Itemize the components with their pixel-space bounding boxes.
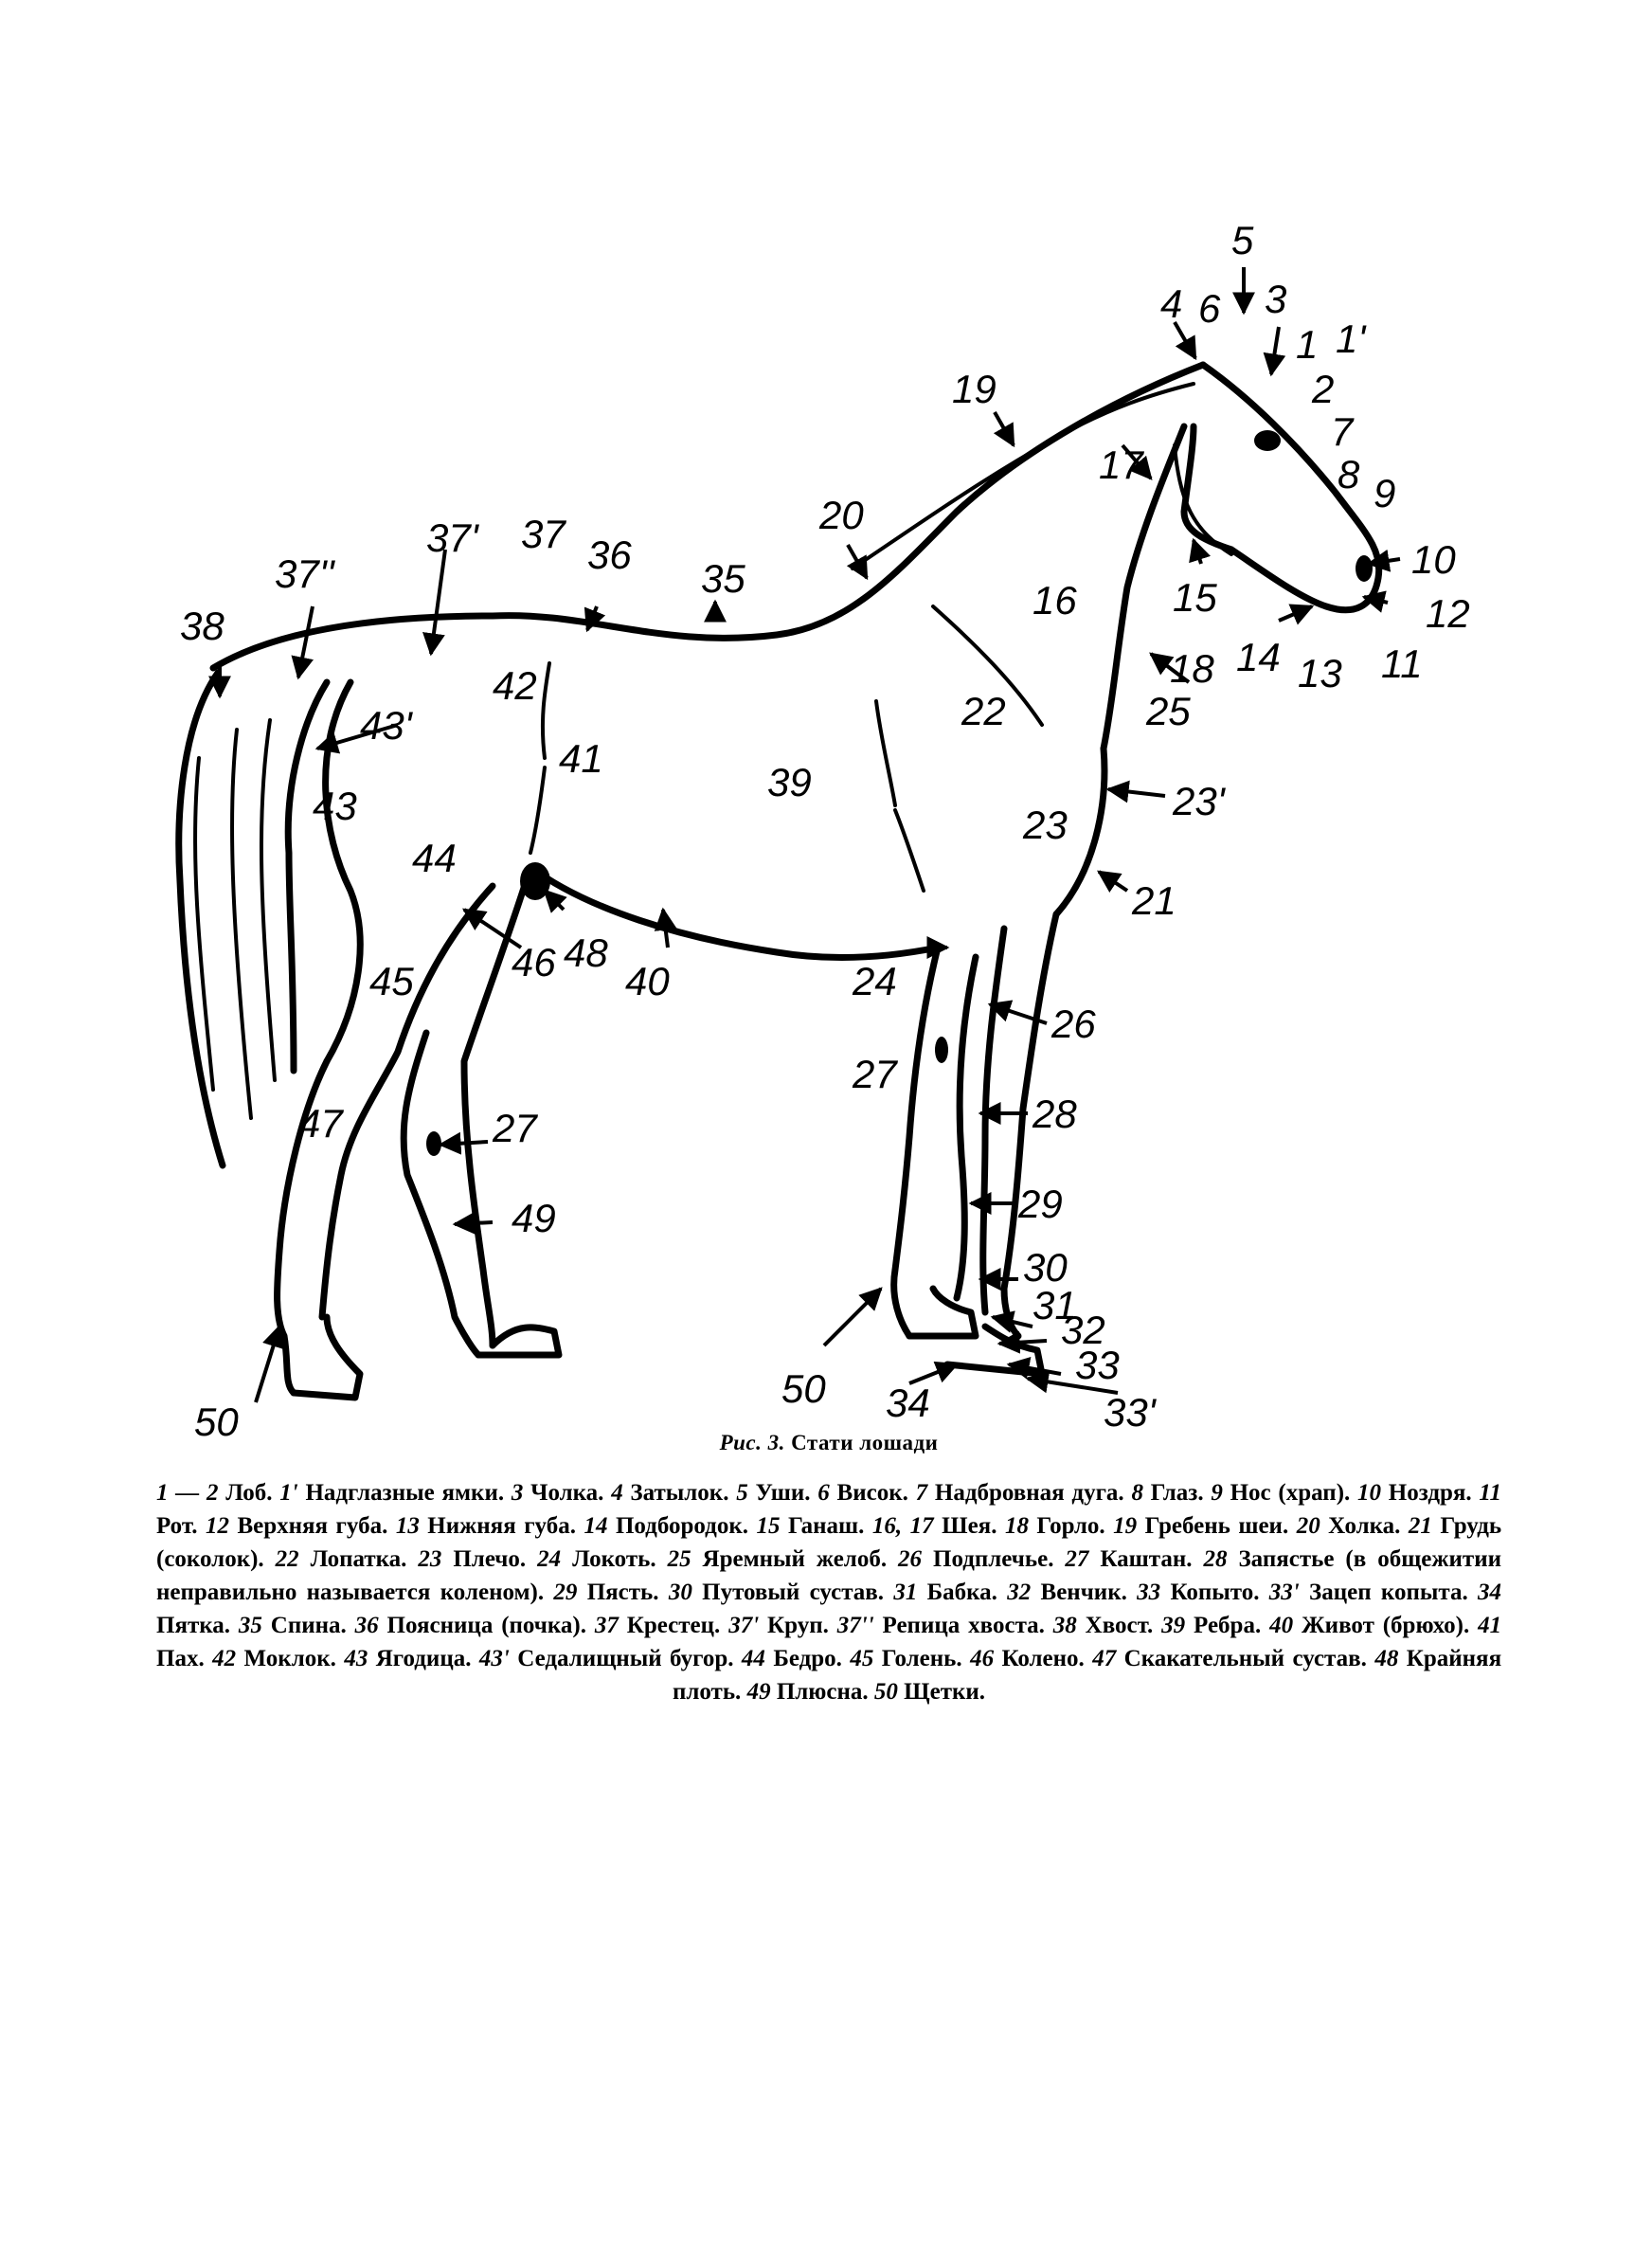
callout-12: 12 (1426, 591, 1470, 636)
legend-number: 43 (344, 1646, 368, 1671)
callout-3: 3 (1265, 277, 1287, 321)
legend-entry (1005, 1513, 1105, 1539)
legend-label: Моклок. (236, 1646, 336, 1671)
legend-label: Затылок. (622, 1480, 729, 1506)
legend-entry (1269, 1580, 1468, 1605)
legend-entry (479, 1646, 734, 1671)
legend-number: 15 (756, 1513, 781, 1539)
legend-number: 20 (1296, 1513, 1320, 1539)
callout-19: 19 (952, 367, 997, 411)
legend-number: 41 (1478, 1613, 1502, 1638)
legend-label: Зацеп копыта. (1299, 1580, 1468, 1605)
figure-caption-block (156, 1431, 1501, 1708)
legend-entry (1269, 1613, 1469, 1638)
legend-label: Подбородок. (607, 1513, 748, 1539)
legend-number: 31 (893, 1580, 918, 1605)
legend-entry (396, 1513, 576, 1539)
legend-label: Верхняя губа. (228, 1513, 388, 1539)
legend-label: Грудь (соколок). (156, 1513, 1502, 1572)
callout-5: 5 (1231, 218, 1254, 262)
callout-23: 23 (1023, 803, 1068, 847)
callout-2: 2 (1312, 367, 1335, 411)
legend-number: 34 (1478, 1580, 1502, 1605)
callout-11: 11 (1381, 641, 1423, 686)
callout-50-front: 50 (781, 1366, 826, 1411)
legend-number: 44 (741, 1646, 765, 1671)
legend-entry (1297, 1513, 1401, 1539)
legend-number: 30 (668, 1580, 692, 1605)
callout-47: 47 (298, 1101, 343, 1146)
callout-22: 22 (961, 689, 1006, 733)
legend-number: 39 (1161, 1613, 1186, 1638)
legend-entry (1357, 1480, 1472, 1506)
callout-4: 4 (1160, 281, 1183, 326)
legend-number: 23 (418, 1546, 442, 1572)
tail-inner (288, 682, 327, 1071)
legend-entry (512, 1480, 604, 1506)
legend-label: Каштан. (1088, 1546, 1193, 1572)
legend-entry (156, 1480, 273, 1506)
legend-entry (736, 1480, 810, 1506)
legend-entry (872, 1513, 997, 1539)
callout-16: 16 (1032, 578, 1077, 623)
legend-number: 47 (1092, 1646, 1117, 1671)
callout-41: 41 (559, 736, 603, 781)
callout-27-front: 27 (853, 1052, 897, 1096)
callout-43prime: 43' (360, 703, 412, 748)
legend-label: Пясть. (577, 1580, 659, 1605)
legend-label: Ноздря. (1381, 1480, 1472, 1506)
legend-label: Седалищный бугор. (509, 1646, 734, 1671)
legend-label: Репица хвоста. (873, 1613, 1045, 1638)
legend-entry (893, 1580, 997, 1605)
legend-number: 13 (395, 1513, 420, 1539)
legend-number: 38 (1052, 1613, 1077, 1638)
legend-number: 50 (873, 1679, 898, 1705)
legend-entry (874, 1679, 985, 1705)
legend-label: Живот (брюхо). (1293, 1613, 1470, 1638)
callout-48: 48 (564, 930, 608, 975)
legend-label: Холка. (1320, 1513, 1401, 1539)
callout-38: 38 (180, 604, 224, 648)
legend-label: Гребень шеи. (1137, 1513, 1289, 1539)
legend-label: Щетки. (897, 1679, 986, 1705)
callout-40: 40 (625, 959, 670, 1003)
callout-31: 31 (1032, 1283, 1077, 1327)
legend-number: 27 (1065, 1546, 1089, 1572)
callout-26: 26 (1051, 1002, 1096, 1046)
nostril-mark (1356, 555, 1373, 582)
callout-36: 36 (587, 533, 632, 577)
legend-number: 6 (817, 1480, 830, 1506)
front-leg-right-back (983, 929, 1004, 1312)
legend-number: 4 (611, 1480, 623, 1506)
callout-46: 46 (512, 940, 556, 984)
legend-label: Голень. (873, 1646, 962, 1671)
legend-entry (1131, 1480, 1203, 1506)
legend-entry (850, 1646, 961, 1671)
front-leg-left-front (957, 957, 976, 1298)
legend-number: 8 (1131, 1480, 1143, 1506)
legend-entry (279, 1480, 504, 1506)
legend-label: Висок. (829, 1480, 908, 1506)
callout-27-hind: 27 (493, 1106, 537, 1150)
callout-18: 18 (1170, 646, 1214, 691)
legend-number: 43' (478, 1646, 510, 1671)
legend-entry (1137, 1580, 1259, 1605)
legend-text (156, 1476, 1501, 1708)
horse-outline (179, 365, 1379, 1398)
callout-34: 34 (886, 1381, 930, 1425)
callout-33prime: 33' (1104, 1390, 1156, 1435)
legend-label: Лопатка. (298, 1546, 407, 1572)
callout-17: 17 (1099, 442, 1143, 487)
legend-entry (553, 1580, 658, 1605)
callout-44: 44 (412, 836, 457, 880)
legend-label: Венчик. (1031, 1580, 1127, 1605)
callout-50-hind: 50 (194, 1399, 239, 1444)
callout-8: 8 (1338, 452, 1360, 497)
legend-label: Чолка. (523, 1480, 604, 1506)
callout-6: 6 (1198, 286, 1221, 331)
legend-number: 18 (1004, 1513, 1029, 1539)
legend-number: 9 (1211, 1480, 1223, 1506)
callout-35: 35 (701, 556, 745, 601)
legend-number: 24 (537, 1546, 562, 1572)
legend-number: 5 (736, 1480, 748, 1506)
legend-entry (747, 1679, 869, 1705)
callout-15: 15 (1173, 575, 1217, 620)
callout-37prime: 37' (426, 515, 478, 560)
figure-title: Стати лошади (791, 1431, 939, 1454)
legend-label: Колено. (994, 1646, 1085, 1671)
front-leg-left-back (894, 948, 938, 1336)
callout-labels (180, 218, 1470, 1444)
callout-33: 33 (1075, 1343, 1120, 1387)
legend-label: Уши. (747, 1480, 811, 1506)
legend-entry (1007, 1580, 1127, 1605)
legend-label: Плечо. (441, 1546, 527, 1572)
legend-number: 1 — 2 (156, 1480, 219, 1506)
legend-number: 16, 17 (871, 1513, 934, 1539)
legend-entry (276, 1546, 407, 1572)
legend-label: Ганаш. (780, 1513, 865, 1539)
legend-entry (756, 1513, 864, 1539)
legend-number: 25 (667, 1546, 691, 1572)
callout-1prime: 1' (1336, 316, 1366, 361)
legend-number: 29 (553, 1580, 578, 1605)
legend-number: 28 (1203, 1546, 1228, 1572)
callout-14: 14 (1236, 635, 1281, 679)
legend-number: 22 (275, 1546, 299, 1572)
callout-28: 28 (1032, 1092, 1077, 1136)
callout-49: 49 (512, 1196, 556, 1240)
legend-number: 45 (850, 1646, 874, 1671)
legend-number: 35 (238, 1613, 262, 1638)
callout-45: 45 (369, 959, 414, 1003)
legend-entry (728, 1613, 829, 1638)
legend-number: 10 (1357, 1480, 1382, 1506)
legend-label: Путовый сустав. (691, 1580, 885, 1605)
legend-number: 37' (728, 1613, 760, 1638)
legend-number: 36 (354, 1613, 379, 1638)
eye-mark (1254, 430, 1281, 451)
legend-entry (1092, 1646, 1367, 1671)
figure-caption (156, 1431, 1501, 1455)
legend-entry (355, 1613, 586, 1638)
legend-label: Хвост. (1076, 1613, 1154, 1638)
legend-entry (1065, 1546, 1192, 1572)
legend-label: Бедро. (764, 1646, 842, 1671)
legend-number: 33' (1268, 1580, 1300, 1605)
callout-25: 25 (1146, 689, 1191, 733)
callout-arrows (220, 267, 1400, 1402)
callout-7: 7 (1331, 409, 1354, 454)
legend-label: Крайняя плоть. (672, 1646, 1502, 1705)
chestnut-front-mark (935, 1037, 948, 1063)
legend-number: 21 (1408, 1513, 1432, 1539)
legend-number: 7 (915, 1480, 928, 1506)
legend-entry (344, 1646, 471, 1671)
legend-entry (595, 1613, 720, 1638)
legend-label: Запястье (в общежитии неправильно называется коленом). (156, 1546, 1502, 1605)
legend-number: 40 (1269, 1613, 1294, 1638)
legend-entry (584, 1513, 748, 1539)
legend-label: Пятка. (156, 1613, 231, 1638)
callout-13: 13 (1298, 651, 1342, 695)
legend-label: Скакательный сустав. (1116, 1646, 1367, 1671)
legend-label: Нижняя губа. (419, 1513, 576, 1539)
legend-entry (1211, 1480, 1350, 1506)
callout-43: 43 (313, 784, 357, 828)
legend-label: Шея. (933, 1513, 997, 1539)
legend-entry (418, 1546, 526, 1572)
legend-label: Ребра. (1185, 1613, 1262, 1638)
tail-outline (179, 673, 223, 1165)
callout-1: 1 (1296, 322, 1319, 367)
legend-label: Бабка. (917, 1580, 997, 1605)
legend-label: Яремный желоб. (691, 1546, 888, 1572)
legend-number: 3 (511, 1480, 524, 1506)
legend-entry (916, 1480, 1124, 1506)
legend-label: Круп. (759, 1613, 829, 1638)
callout-32: 32 (1061, 1308, 1105, 1352)
legend-number: 14 (584, 1513, 608, 1539)
legend-label: Нос (храп). (1222, 1480, 1351, 1506)
legend-entry (817, 1480, 908, 1506)
rib-line (876, 701, 895, 805)
legend-label: Локоть. (561, 1546, 656, 1572)
callout-9: 9 (1374, 471, 1396, 515)
legend-number: 26 (898, 1546, 923, 1572)
callout-20: 20 (819, 493, 864, 537)
legend-number: 46 (970, 1646, 995, 1671)
legend-label: Горло. (1028, 1513, 1105, 1539)
callout-29: 29 (1018, 1182, 1063, 1226)
legend-label: Подплечье. (922, 1546, 1054, 1572)
legend-label: Поясница (почка). (378, 1613, 586, 1638)
legend-entry (1161, 1613, 1261, 1638)
legend-label: Спина. (261, 1613, 347, 1638)
legend-label: Ягодица. (368, 1646, 472, 1671)
callout-23prime: 23' (1173, 779, 1225, 823)
legend-entry (239, 1613, 347, 1638)
legend-entry (537, 1546, 655, 1572)
legend-label: Рот. (156, 1513, 198, 1539)
legend-number: 33 (1137, 1580, 1161, 1605)
legend-entry (1113, 1513, 1288, 1539)
legend-label: Лоб. (218, 1480, 273, 1506)
legend-entry (970, 1646, 1085, 1671)
legend-entry (611, 1480, 728, 1506)
legend-label: Плюсна. (770, 1679, 869, 1705)
legend-entry (668, 1546, 888, 1572)
legend-entry (206, 1513, 387, 1539)
callout-10: 10 (1411, 537, 1456, 582)
legend-entry (898, 1546, 1053, 1572)
callout-42: 42 (493, 663, 537, 708)
legend-number: 1' (279, 1480, 298, 1506)
legend-label: Надбровная дуга. (927, 1480, 1124, 1506)
callout-30: 30 (1023, 1245, 1068, 1290)
legend-number: 42 (212, 1646, 237, 1671)
legend-label: Надглазные ямки. (297, 1480, 505, 1506)
figure-number: Рис. 3. (719, 1431, 785, 1454)
legend-entry (669, 1580, 884, 1605)
callout-39: 39 (767, 760, 812, 804)
legend-number: 37'' (836, 1613, 874, 1638)
legend-entry (1053, 1613, 1154, 1638)
callout-24: 24 (853, 959, 897, 1003)
legend-number: 49 (746, 1679, 771, 1705)
legend-label: Крестец. (618, 1613, 721, 1638)
legend-number: 12 (205, 1513, 229, 1539)
legend-number: 19 (1113, 1513, 1138, 1539)
callout-21: 21 (1132, 878, 1176, 923)
legend-number: 48 (1374, 1646, 1399, 1671)
legend-label: Пах. (156, 1646, 205, 1671)
legend-label: Копыто. (1160, 1580, 1260, 1605)
legend-number: 37 (594, 1613, 619, 1638)
back-line (213, 365, 1203, 668)
legend-entry (212, 1646, 336, 1671)
chestnut-hind-mark (426, 1131, 441, 1156)
callout-37: 37 (521, 512, 566, 556)
legend-entry (742, 1646, 842, 1671)
callout-37dprime: 37'' (275, 551, 334, 596)
legend-number: 32 (1007, 1580, 1032, 1605)
legend-entry (837, 1613, 1045, 1638)
legend-label: Глаз. (1142, 1480, 1204, 1506)
legend-number: 11 (1479, 1480, 1502, 1506)
